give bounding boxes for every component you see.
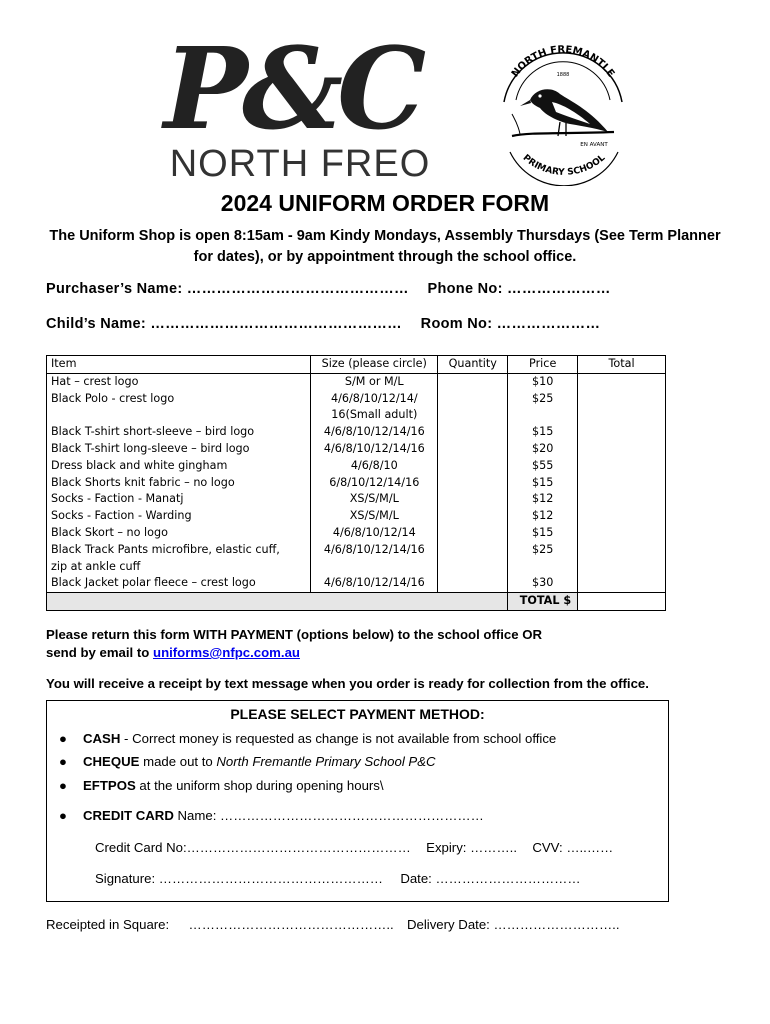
receipt-notice: You will receive a receipt by text message when you order is ready for collection from the office. <box>46 676 649 691</box>
purchaser-field[interactable]: Purchaser’s Name: ……………………………………… <box>46 281 409 297</box>
header-item: Item <box>47 356 311 374</box>
table-row <box>47 508 666 525</box>
uniform-table <box>46 355 666 611</box>
quantity-cell[interactable] <box>438 491 508 508</box>
item-size[interactable]: 4/6/8/10 <box>311 458 438 475</box>
quantity-cell[interactable] <box>438 373 508 390</box>
item-price: $12 <box>508 508 578 525</box>
quantity-cell[interactable] <box>438 542 508 576</box>
item-price: $12 <box>508 491 578 508</box>
table-header-row <box>47 356 666 374</box>
card-number-field[interactable]: Credit Card No:…………………………………………… <box>95 840 411 855</box>
header-quantity: Quantity <box>438 356 508 374</box>
item-price: $15 <box>508 424 578 441</box>
total-cell[interactable] <box>578 491 666 508</box>
item-name: Socks - Faction - Warding <box>47 508 311 525</box>
delivery-date-field[interactable]: Delivery Date: ……………………….. <box>407 917 620 932</box>
item-price: $20 <box>508 441 578 458</box>
total-spacer <box>47 593 508 611</box>
table-row <box>47 542 666 576</box>
item-price: $25 <box>508 391 578 425</box>
item-name: Black Shorts knit fabric – no logo <box>47 475 311 492</box>
total-cell[interactable] <box>578 575 666 592</box>
signature-row <box>95 871 581 886</box>
item-size[interactable]: XS/S/M/L <box>311 491 438 508</box>
email-link[interactable]: uniforms@nfpc.com.au <box>153 645 300 660</box>
logo-subtext: NORTH FREO <box>169 143 431 185</box>
total-cell[interactable] <box>578 475 666 492</box>
total-label: TOTAL $ <box>508 593 578 611</box>
item-size[interactable]: 4/6/8/10/12/14/ 16(Small adult) <box>311 391 438 425</box>
receipted-field[interactable]: ……………………………………….. <box>188 917 394 932</box>
signature-field[interactable]: Signature: …………………………………………… <box>95 871 383 886</box>
bullet-icon: ● <box>59 754 67 769</box>
payment-method-box <box>46 700 669 902</box>
receipted-label: Receipted in Square: <box>46 917 170 932</box>
office-use-row <box>46 917 620 932</box>
item-name: Black Jacket polar fleece – crest logo <box>47 575 311 592</box>
room-field[interactable]: Room No: ………………… <box>420 316 601 332</box>
item-name: Black T-shirt short-sleeve – bird logo <box>47 424 311 441</box>
cheque-option[interactable]: ● CHEQUE made out to North Fremantle Primary School P&C <box>59 754 436 769</box>
total-cell[interactable] <box>578 391 666 425</box>
item-name: Dress black and white gingham <box>47 458 311 475</box>
item-price: $15 <box>508 475 578 492</box>
item-size[interactable]: 4/6/8/10/12/14/16 <box>311 424 438 441</box>
quantity-cell[interactable] <box>438 508 508 525</box>
crest-top-text: NORTH FREMANTLE <box>509 44 617 80</box>
crest-year: 1888 <box>556 72 570 78</box>
item-name: Black Skort – no logo <box>47 525 311 542</box>
bullet-icon: ● <box>59 731 67 746</box>
phone-field[interactable]: Phone No: ………………… <box>427 281 611 297</box>
item-name: Black T-shirt long-sleeve – bird logo <box>47 441 311 458</box>
table-row <box>47 424 666 441</box>
total-cell[interactable] <box>578 508 666 525</box>
grand-total-cell[interactable] <box>578 593 666 611</box>
card-details-row <box>95 840 613 855</box>
table-row <box>47 458 666 475</box>
item-size[interactable]: 4/6/8/10/12/14/16 <box>311 542 438 576</box>
bullet-icon: ● <box>59 778 67 793</box>
item-size[interactable]: 6/8/10/12/14/16 <box>311 475 438 492</box>
item-name: Socks - Faction - Manatj <box>47 491 311 508</box>
date-field[interactable]: Date: …………………………… <box>400 871 581 886</box>
quantity-cell[interactable] <box>438 424 508 441</box>
expiry-field[interactable]: Expiry: ……….. <box>426 840 518 855</box>
intro-text: The Uniform Shop is open 8:15am - 9am Kindy Mondays, Assembly Thursdays (See Term Planner for dates), or by appointment through the school office. <box>49 228 721 265</box>
quantity-cell[interactable] <box>438 458 508 475</box>
item-name: Hat – crest logo <box>47 373 311 390</box>
table-row <box>47 575 666 592</box>
item-price: $25 <box>508 542 578 576</box>
cash-option[interactable]: ● CASH - Correct money is requested as change is not available from school office <box>59 731 557 746</box>
pc-logo: P&C <box>163 24 421 155</box>
table-row <box>47 525 666 542</box>
item-size[interactable]: 4/6/8/10/12/14 <box>311 525 438 542</box>
svg-text:PRIMARY SCHOOL <box>521 153 608 178</box>
child-name-field[interactable]: Child’s Name: …………………………………………… <box>46 316 402 332</box>
total-cell[interactable] <box>578 441 666 458</box>
item-name: Black Polo - crest logo <box>47 391 311 425</box>
item-size[interactable]: S/M or M/L <box>311 373 438 390</box>
quantity-cell[interactable] <box>438 441 508 458</box>
item-price: $55 <box>508 458 578 475</box>
item-size[interactable]: 4/6/8/10/12/14/16 <box>311 441 438 458</box>
cvv-field[interactable]: CVV: …..…… <box>532 840 614 855</box>
table-row <box>47 441 666 458</box>
return-instructions: Please return this form WITH PAYMENT (options below) to the school office OR send by email to uniforms@nfpc.com.au <box>46 627 543 660</box>
table-row <box>47 475 666 492</box>
item-size[interactable]: 4/6/8/10/12/14/16 <box>311 575 438 592</box>
total-row <box>47 593 666 611</box>
table-row <box>47 373 666 390</box>
school-crest-logo <box>490 40 636 186</box>
table-row <box>47 491 666 508</box>
item-size[interactable]: XS/S/M/L <box>311 508 438 525</box>
credit-card-option[interactable]: ● CREDIT CARD Name: …………………………………………………… <box>59 808 484 823</box>
item-price: $15 <box>508 525 578 542</box>
header-total: Total <box>578 356 666 374</box>
quantity-cell[interactable] <box>438 575 508 592</box>
form-title: 2024 UNIFORM ORDER FORM <box>220 190 550 216</box>
purchaser-row <box>46 281 611 297</box>
crest-bottom-text: PRIMARY SCHOOL <box>520 153 608 178</box>
eftpos-option[interactable]: ● EFTPOS at the uniform shop during opening hours\ <box>59 778 384 793</box>
item-price: $30 <box>508 575 578 592</box>
payment-title: PLEASE SELECT PAYMENT METHOD: <box>230 706 485 722</box>
quantity-cell[interactable] <box>438 391 508 425</box>
quantity-cell[interactable] <box>438 525 508 542</box>
table-row <box>47 391 666 425</box>
total-cell[interactable] <box>578 373 666 390</box>
bullet-icon: ● <box>59 808 67 823</box>
total-cell[interactable] <box>578 458 666 475</box>
header-size: Size (please circle) <box>311 356 438 374</box>
total-cell[interactable] <box>578 424 666 441</box>
total-cell[interactable] <box>578 542 666 576</box>
crest-motto: EN AVANT <box>580 142 608 148</box>
quantity-cell[interactable] <box>438 475 508 492</box>
child-row <box>46 316 600 332</box>
total-cell[interactable] <box>578 525 666 542</box>
item-price: $10 <box>508 373 578 390</box>
header-price: Price <box>508 356 578 374</box>
item-name: Black Track Pants microfibre, elastic cuff, zip at ankle cuff <box>47 542 311 576</box>
